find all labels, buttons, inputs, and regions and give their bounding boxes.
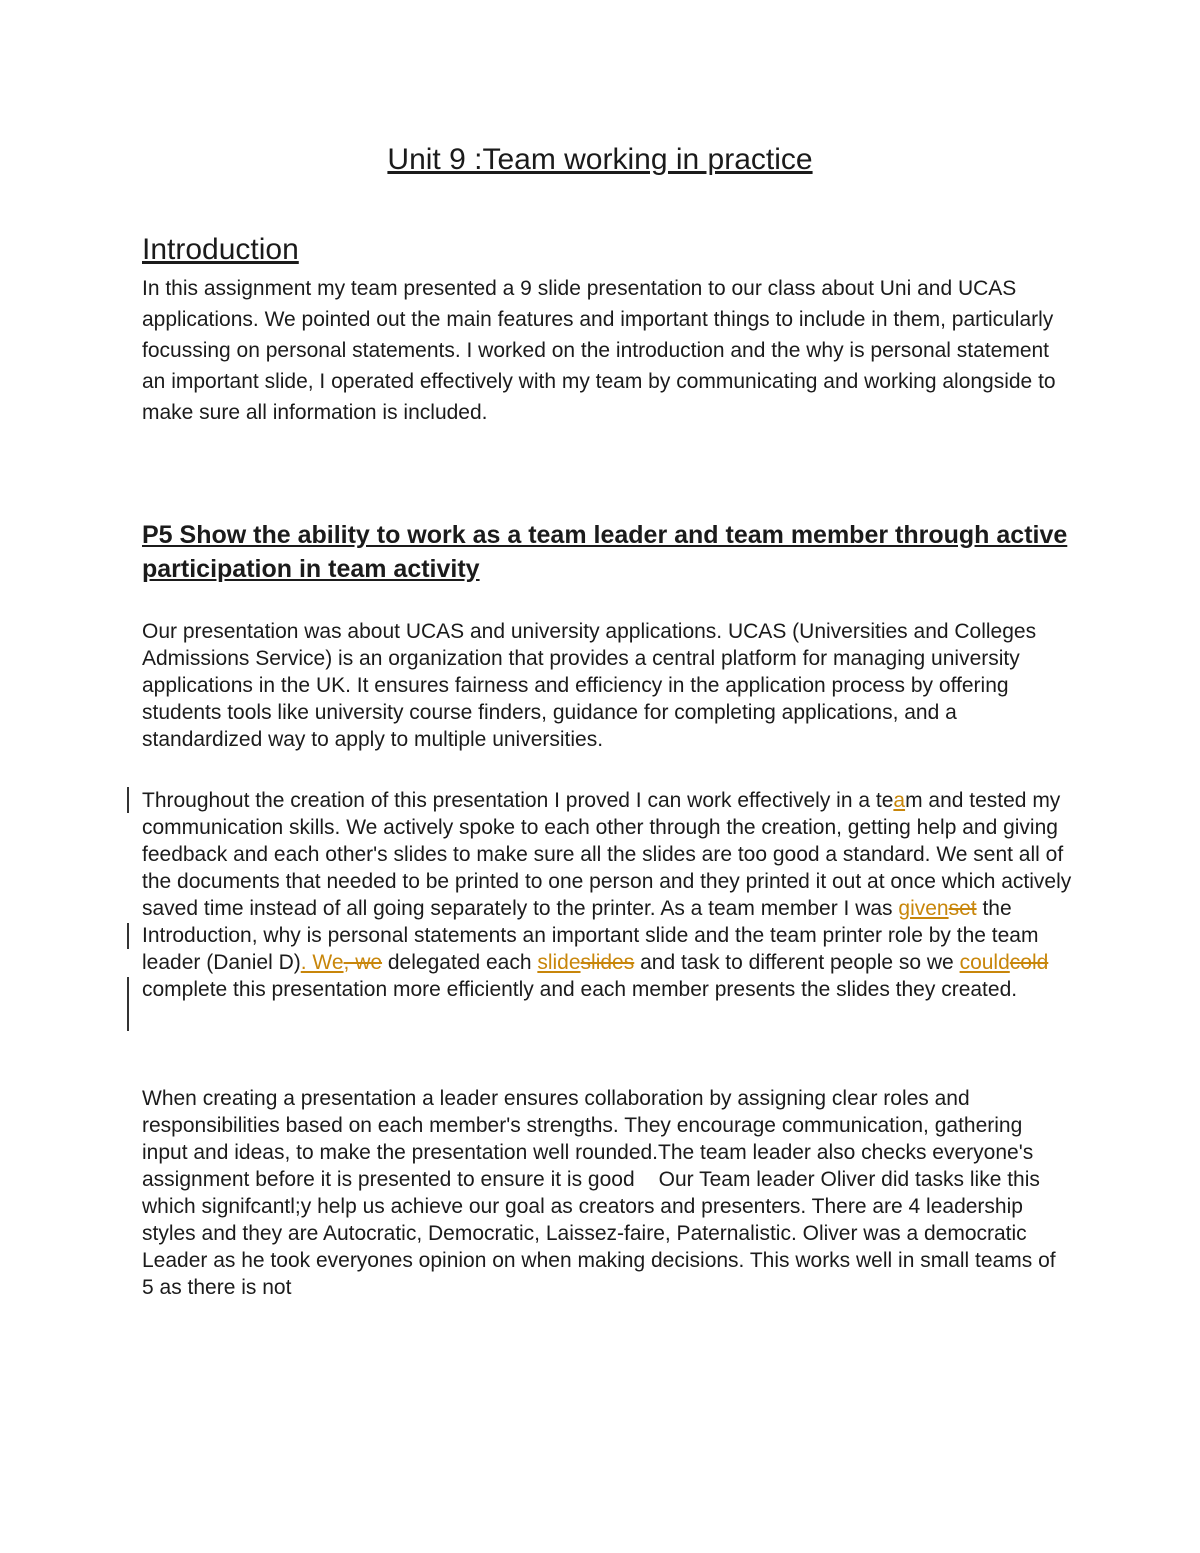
suggested-insertion[interactable]: a — [893, 789, 906, 812]
suggested-insertion[interactable]: slide — [537, 951, 581, 974]
suggested-deletion[interactable]: , we — [343, 951, 383, 974]
team-member-paragraph — [142, 787, 1072, 1003]
team-leader-paragraph — [142, 1085, 1072, 1301]
text-run: Our Team leader Oliver did tasks like this which signifcantl;y help us achieve our goal as creators and presenters. There are 4 leadership styles and they are Autocratic, Democratic, Laissez-faire, Paternalistic. Oliver was a democratic Leader as he took everyones opinion on when making decisions. This works well in small teams of 5 as there is not — [142, 1168, 1056, 1299]
suggested-deletion[interactable]: cold — [1009, 951, 1049, 974]
introduction-paragraph: In this assignment my team presented a 9 slide presentation to our class about Uni and UCAS applications. We pointed out the main features and important things to include in them, particularly focussing on personal statements. I worked on the introduction and the why is personal statement an important slide, I operated effectively with my team by communicating and working alongside to make sure all information is included. — [142, 277, 1056, 424]
p5-heading-text: P5 Show the ability to work as a team leader and team member through active participation in team activity — [142, 521, 1068, 583]
text-run: complete this presentation more efficiently and each member presents the slides they created. — [142, 978, 1018, 1001]
text-run: Throughout the creation of this presentation I proved I can work effectively in a te — [142, 789, 894, 812]
change-bar — [127, 923, 129, 949]
text-run: and task to different people so we — [634, 951, 960, 974]
text-run: When creating a presentation a leader ensures collaboration by assigning clear roles and responsibilities based on each member's strengths. They encourage communication, gathering input and ideas, to make the presentation well rounded.The team leader also checks everyone's assignment before it is presented to ensure it is good — [142, 1087, 1034, 1191]
change-bar — [127, 977, 129, 1031]
suggested-deletion[interactable]: set — [948, 897, 977, 920]
ucas-paragraph: Our presentation was about UCAS and university applications. UCAS (Universities and Colleges Admissions Service) is an organization that provides a central platform for managing university applications in the UK. It ensures fairness and efficiency in the application process by offering students tools like university course finders, guidance for completing applications, and a standardized way to apply to multiple universities. — [142, 620, 1037, 751]
change-bar — [127, 787, 129, 813]
p5-heading — [142, 518, 1082, 586]
document-title: Unit 9 :Team working in practice — [387, 143, 813, 176]
text-run: delegated each — [382, 951, 538, 974]
text-run: m and tested my communication skills. We actively spoke to each other through the creation, getting help and giving feedback and each other's slides to make sure all the slides are too good a standard. We sent all of the documents that needed to be printed to one person and they printed it out at once which actively saved time instead of all going separately to the printer. As a team member I was — [142, 789, 1072, 920]
introduction-heading: Introduction — [142, 233, 299, 266]
text-run: the Introduction, why is personal statements an important slide and the team printer role by the team leader (Daniel D) — [142, 897, 1039, 974]
suggested-insertion[interactable]: given — [898, 897, 949, 920]
suggested-insertion[interactable]: could — [959, 951, 1010, 974]
suggested-insertion[interactable]: . We — [300, 951, 344, 974]
suggested-deletion[interactable]: slides — [580, 951, 635, 974]
